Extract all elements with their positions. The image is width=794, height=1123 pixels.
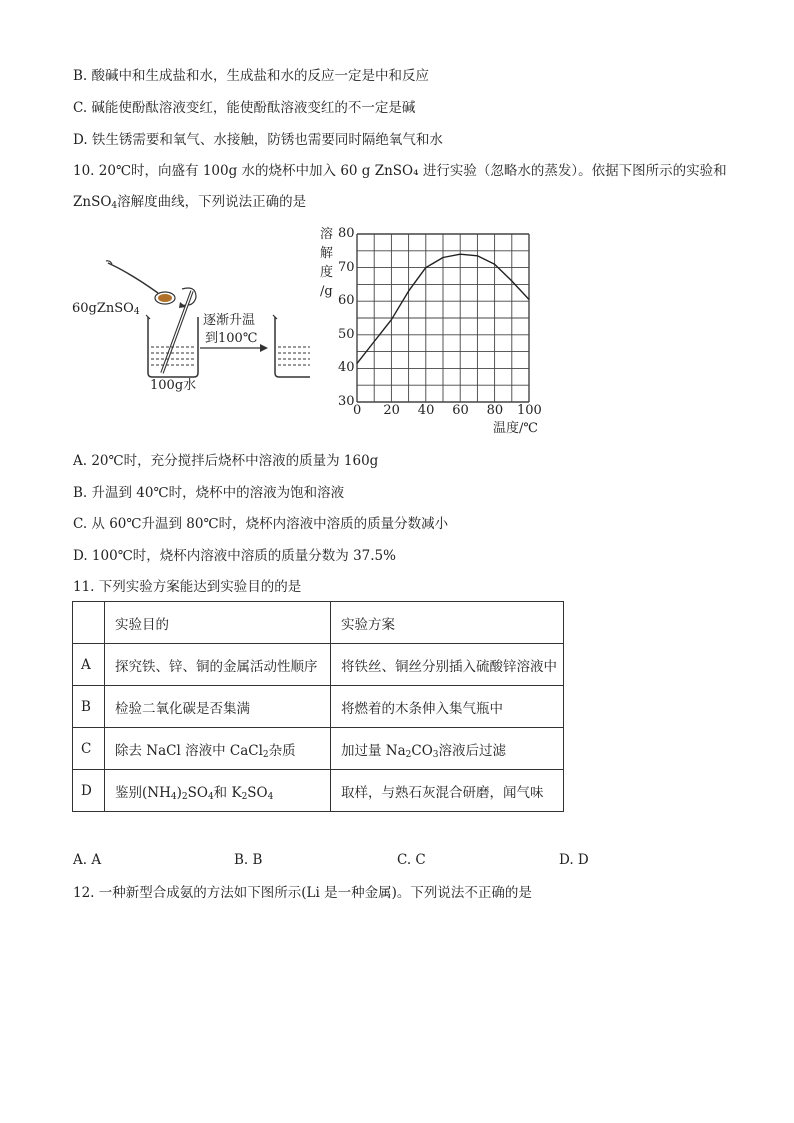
x-tick-label: 20 — [383, 403, 400, 418]
q11-option-d: D. D — [559, 852, 589, 868]
table-row — [73, 686, 564, 728]
y-tick-label: 40 — [338, 360, 355, 376]
q11-option-c: C. C — [397, 852, 426, 868]
x-tick-label: 60 — [452, 403, 469, 418]
beaker-illustration — [70, 255, 310, 395]
beaker-2-liquid — [278, 347, 310, 365]
water-label: 100g水 — [150, 378, 197, 393]
row-purpose: 除去 NaCl 溶液中 CaCl$_2$杂质 — [105, 728, 331, 770]
q10-stem-line2: ZnSO$_4$溶解度曲线，下列说法正确的是 — [73, 194, 307, 211]
x-axis-label: 温度/℃ — [493, 421, 538, 436]
q9-option-b: B. 酸碱中和生成盐和水，生成盐和水的反应一定是中和反应 — [73, 68, 430, 84]
q11-option-b: B. B — [234, 852, 263, 868]
row-label: C — [73, 728, 105, 770]
y-axis-label: 度 — [320, 265, 334, 280]
spoon-handle — [108, 263, 158, 293]
experiment-diagram — [70, 255, 310, 395]
q10-option-b: B. 升温到 40℃时，烧杯中的溶液为饱和溶液 — [73, 485, 345, 501]
arrow-label-line1: 逐渐升温 — [203, 313, 256, 328]
row-label: D — [73, 770, 105, 812]
q10-option-d: D. 100℃时，烧杯内溶液中溶质的质量分数为 37.5% — [73, 548, 396, 564]
table-header-row — [73, 602, 564, 644]
row-plan: 加过量 $Na_2CO_3$溶液后过滤 — [331, 728, 564, 770]
row-label: B — [73, 686, 105, 728]
y-axis-label: /g — [320, 284, 333, 299]
row-plan: 将燃着的木条伸入集气瓶中 — [331, 686, 564, 728]
x-tick-label: 40 — [417, 403, 435, 418]
y-tick-label: 50 — [338, 326, 355, 342]
experiment-table — [72, 601, 564, 812]
solute-label: 60gZnSO$_4$ — [72, 301, 140, 317]
row-purpose: 鉴别$(NH_4)_2SO_4$和 $K_2SO_4$ — [105, 770, 331, 812]
q12-stem: 12. 一种新型合成氨的方法如下图所示(Li 是一种金属)。下列说法不正确的是 — [73, 885, 532, 901]
q9-option-d: D. 铁生锈需要和氧气、水接触，防锈也需要同时隔绝氧气和水 — [73, 132, 443, 148]
y-axis-label: 解 — [320, 246, 334, 261]
x-tick-label: 0 — [353, 403, 362, 418]
row-label: A — [73, 644, 105, 686]
y-tick-label: 70 — [338, 259, 355, 275]
q11-stem: 11. 下列实验方案能达到实验目的的是 — [73, 579, 302, 595]
beaker-1-liquid — [151, 347, 196, 365]
y-tick-label: 80 — [338, 226, 355, 241]
x-tick-label: 80 — [486, 403, 504, 418]
y-tick-label: 30 — [338, 394, 355, 409]
zinc-sulfate-powder — [158, 294, 172, 302]
solubility-chart — [315, 225, 555, 440]
q10-option-c: C. 从 60℃升温到 80℃时，烧杯内溶液中溶质的质量分数减小 — [73, 516, 449, 532]
y-axis-label: 溶 — [320, 227, 334, 242]
row-plan: 取样，与熟石灰混合研磨，闻气味 — [331, 770, 564, 812]
row-purpose: 检验二氧化碳是否集满 — [105, 686, 331, 728]
x-tick-label: 100 — [517, 403, 542, 418]
table-row — [73, 644, 564, 686]
q9-option-c: C. 碱能使酚酞溶液变红，能使酚酞溶液变红的不一定是碱 — [73, 100, 416, 116]
table-row — [73, 770, 564, 812]
table-header-cell: 实验目的 — [105, 602, 331, 644]
q10-stem-line1: 10. 20℃时，向盛有 100g 水的烧杯中加入 60 g ZnSO₄ 进行实验（忽略水的蒸发）。依据下图所示的实验和 — [73, 163, 727, 179]
table-header-cell: 实验方案 — [331, 602, 564, 644]
row-plan: 将铁丝、铜丝分别插入硫酸锌溶液中 — [331, 644, 564, 686]
table-header-cell — [73, 602, 105, 644]
q10-option-a: A. 20℃时，充分搅拌后烧杯中溶液的质量为 160g — [73, 453, 379, 469]
arrow-label-line2: 到100℃ — [205, 331, 258, 346]
q11-option-a: A. A — [73, 852, 102, 868]
row-purpose: 探究铁、锌、铜的金属活动性顺序 — [105, 644, 331, 686]
y-tick-label: 60 — [338, 293, 355, 309]
table-row — [73, 728, 564, 770]
